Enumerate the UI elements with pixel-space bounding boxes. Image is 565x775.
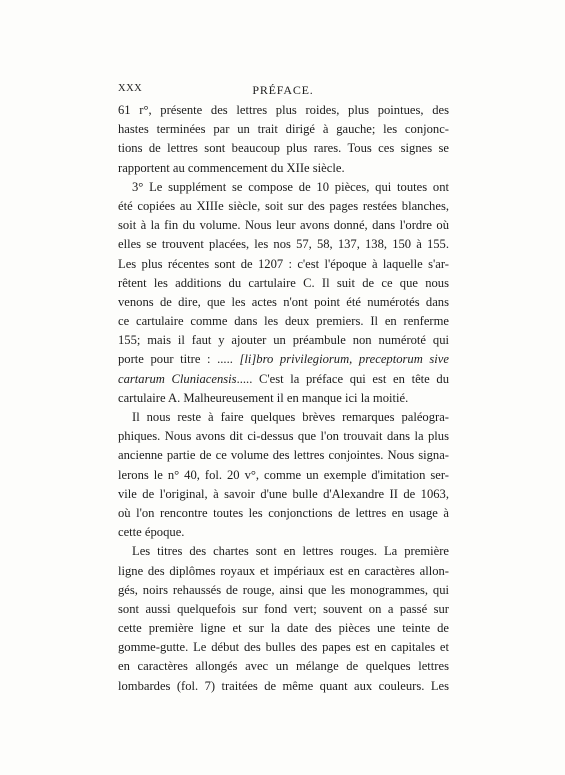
text-segment: 3° Le supplément se compose de 10 pièces, qui toutes ont bbox=[132, 179, 449, 194]
text-line bbox=[118, 562, 449, 581]
text-segment: 61 r°, présente des lettres plus roides, plus pointues, des bbox=[118, 103, 449, 117]
text-segment: cette première ligne et sur la date des pièces une teinte de bbox=[118, 621, 449, 636]
text-line bbox=[118, 408, 449, 427]
text-segment: venons de dire, que les actes n'ont point été numérotés dans bbox=[118, 294, 449, 309]
italic-text: [li]bro privilegiorum, preceptorum sive bbox=[239, 352, 449, 367]
text-line bbox=[118, 427, 449, 446]
text-segment: ligne des diplômes royaux et impériaux est en caractères allon- bbox=[118, 563, 449, 578]
text-segment: lombardes (fol. 7) traitées de même quant aux couleurs. Les bbox=[118, 678, 449, 693]
text-segment: soit à la fin du volume. Nous leur avons donné, dans l'ordre où bbox=[118, 218, 449, 233]
text-line bbox=[118, 581, 449, 600]
text-line bbox=[118, 542, 449, 561]
text-line bbox=[118, 600, 449, 619]
text-segment: ce cartulaire comme dans les deux premiers. Il en renferme bbox=[118, 314, 449, 329]
text-segment: où l'on rencontre toutes les conjonctions de lettres en usage à bbox=[118, 505, 449, 520]
text-segment: cartulaire A. Malheureusement il en manque ici la moitié. bbox=[118, 390, 409, 405]
text-line bbox=[118, 274, 449, 293]
text-line bbox=[118, 350, 449, 369]
text-line bbox=[118, 446, 449, 465]
text-segment: gés, noirs rehaussés de rouge, ainsi que les monogrammes, qui bbox=[118, 582, 449, 597]
text-segment: gomme-gutte. Le début des bulles des papes est en capitales et bbox=[118, 640, 449, 655]
text-line bbox=[118, 466, 449, 485]
text-segment: phiques. Nous avons dit ci-dessus que l'on trouvait dans la plus bbox=[118, 429, 449, 444]
text-line bbox=[118, 101, 449, 120]
text-line bbox=[118, 370, 449, 389]
text-line bbox=[118, 293, 449, 312]
text-segment: vile de l'original, à savoir d'une bulle d'Alexandre II de 1063, bbox=[118, 486, 449, 501]
text-line bbox=[118, 255, 449, 274]
text-line bbox=[118, 619, 449, 638]
text-segment: rapportent au commencement du XIIe siècle. bbox=[118, 160, 345, 175]
text-segment: en caractères allongés avec un mélange de quelques lettres bbox=[118, 659, 449, 674]
text-line bbox=[118, 197, 449, 216]
text-line bbox=[118, 139, 449, 158]
text-segment: rêtent les additions du cartulaire C. Il suit de ce que nous bbox=[118, 275, 449, 290]
text-line bbox=[118, 331, 449, 350]
text-segment: 155; mais il faut y ajouter un préambule non numéroté qui bbox=[118, 333, 449, 348]
text-segment: Il nous reste à faire quelques brèves remarques paléogra- bbox=[132, 410, 449, 424]
text-segment: sont aussi quelquefois sur fond vert; souvent on a passé sur bbox=[118, 601, 449, 616]
page-number: XXX bbox=[118, 83, 143, 94]
text-line bbox=[118, 657, 449, 676]
text-line bbox=[118, 159, 449, 178]
text-line bbox=[118, 523, 449, 542]
text-segment: Les plus récentes sont de 1207 : c'est l'époque à laquelle s'ar- bbox=[118, 256, 449, 271]
text-line bbox=[118, 485, 449, 504]
italic-text: cartarum Cluniacensis bbox=[118, 371, 237, 386]
text-line bbox=[118, 638, 449, 657]
text-segment: Les titres des chartes sont en lettres rouges. La première bbox=[132, 544, 449, 559]
text-segment: ancienne partie de ce volume des lettres conjointes. Nous signa- bbox=[118, 448, 449, 463]
running-head bbox=[118, 83, 448, 99]
text-segment: été copiées au XIIIe siècle, soit sur des pages restées blanches, bbox=[118, 198, 449, 213]
text-segment: lerons le n° 40, fol. 20 v°, comme un exemple d'imitation ser- bbox=[118, 467, 449, 482]
text-line bbox=[118, 235, 449, 254]
text-line bbox=[118, 216, 449, 235]
text-line bbox=[118, 120, 449, 139]
text-line bbox=[118, 178, 449, 197]
running-title: PRÉFACE. bbox=[252, 83, 314, 97]
text-segment: porte pour titre : ..... bbox=[118, 352, 240, 367]
text-line bbox=[118, 504, 449, 523]
text-segment: tions de lettres sont beaucoup plus rares. Tous ces signes se bbox=[118, 141, 449, 156]
text-line bbox=[118, 677, 449, 696]
text-line bbox=[118, 389, 449, 408]
text-line bbox=[118, 312, 449, 331]
text-segment: cette époque. bbox=[118, 525, 185, 540]
body-text bbox=[118, 101, 449, 696]
text-segment: elles se trouvent placées, les nos 57, 58, 137, 138, 150 à 155. bbox=[118, 237, 449, 252]
text-segment: hastes terminées par un trait dirigé à gauche; les conjonc- bbox=[118, 122, 449, 137]
text-segment: ..... C'est la préface qui est en tête du bbox=[236, 371, 449, 386]
